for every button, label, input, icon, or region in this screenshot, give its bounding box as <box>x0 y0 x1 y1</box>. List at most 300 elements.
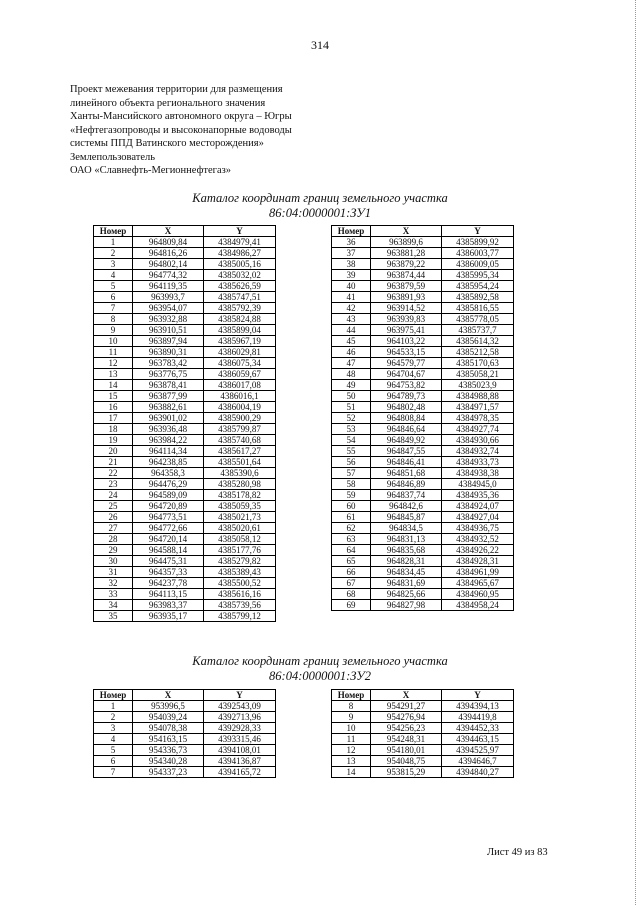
table-row <box>94 578 276 589</box>
y-coordinate-cell: 4384924,07 <box>442 501 514 512</box>
table-row <box>332 380 514 391</box>
table-row <box>332 723 514 734</box>
table-header-row <box>332 226 514 237</box>
point-number-cell: 28 <box>94 534 133 545</box>
y-coordinate-cell: 4385170,63 <box>442 358 514 369</box>
table-row <box>332 745 514 756</box>
table-row <box>332 292 514 303</box>
table-row <box>94 534 276 545</box>
table-row <box>332 413 514 424</box>
x-coordinate-cell: 964774,32 <box>133 270 204 281</box>
header-y: Y <box>204 226 276 237</box>
x-coordinate-cell: 964851,68 <box>371 468 442 479</box>
x-coordinate-cell: 964773,51 <box>133 512 204 523</box>
point-number-cell: 13 <box>332 756 371 767</box>
x-coordinate-cell: 964816,26 <box>133 248 204 259</box>
point-number-cell: 18 <box>94 424 133 435</box>
table-row <box>94 457 276 468</box>
x-coordinate-cell: 963897,94 <box>133 336 204 347</box>
table-row <box>94 600 276 611</box>
y-coordinate-cell: 4392713,96 <box>204 712 276 723</box>
y-coordinate-cell: 4385967,19 <box>204 336 276 347</box>
x-coordinate-cell: 963932,88 <box>133 314 204 325</box>
x-coordinate-cell: 964842,6 <box>371 501 442 512</box>
catalog1-left-table <box>93 225 276 622</box>
y-coordinate-cell: 4386003,77 <box>442 248 514 259</box>
y-coordinate-cell: 4385177,76 <box>204 545 276 556</box>
x-coordinate-cell: 954291,27 <box>371 701 442 712</box>
x-coordinate-cell: 953996,5 <box>133 701 204 712</box>
x-coordinate-cell: 954048,75 <box>371 756 442 767</box>
y-coordinate-cell: 4392928,33 <box>204 723 276 734</box>
x-coordinate-cell: 964849,92 <box>371 435 442 446</box>
header-x: X <box>133 226 204 237</box>
y-coordinate-cell: 4385389,43 <box>204 567 276 578</box>
point-number-cell: 1 <box>94 701 133 712</box>
x-coordinate-cell: 963879,59 <box>371 281 442 292</box>
x-coordinate-cell: 964720,89 <box>133 501 204 512</box>
point-number-cell: 46 <box>332 347 371 358</box>
point-number-cell: 8 <box>94 314 133 325</box>
x-coordinate-cell: 964533,15 <box>371 347 442 358</box>
y-coordinate-cell: 4385778,05 <box>442 314 514 325</box>
y-coordinate-cell: 4385501,64 <box>204 457 276 468</box>
table-row <box>332 534 514 545</box>
y-coordinate-cell: 4384986,27 <box>204 248 276 259</box>
point-number-cell: 19 <box>94 435 133 446</box>
point-number-cell: 26 <box>94 512 133 523</box>
x-coordinate-cell: 954248,31 <box>371 734 442 745</box>
point-number-cell: 27 <box>94 523 133 534</box>
x-coordinate-cell: 964834,45 <box>371 567 442 578</box>
y-coordinate-cell: 4386009,05 <box>442 259 514 270</box>
x-coordinate-cell: 964825,66 <box>371 589 442 600</box>
y-coordinate-cell: 4386017,08 <box>204 380 276 391</box>
point-number-cell: 12 <box>332 745 371 756</box>
table-row <box>332 402 514 413</box>
table-header-row <box>332 690 514 701</box>
table-row <box>332 259 514 270</box>
table-row <box>332 237 514 248</box>
table-row <box>94 303 276 314</box>
table-row <box>94 468 276 479</box>
table-row <box>332 336 514 347</box>
point-number-cell: 8 <box>332 701 371 712</box>
point-number-cell: 14 <box>332 767 371 778</box>
header-line: «Нефтегазопроводы и высоконапорные водоводы <box>70 124 292 136</box>
table-row <box>332 479 514 490</box>
catalog1-title <box>0 191 640 221</box>
table-row <box>94 567 276 578</box>
catalog2-right-table <box>331 689 514 778</box>
point-number-cell: 6 <box>94 756 133 767</box>
y-coordinate-cell: 4394165,72 <box>204 767 276 778</box>
x-coordinate-cell: 964846,41 <box>371 457 442 468</box>
table-row <box>332 281 514 292</box>
point-number-cell: 68 <box>332 589 371 600</box>
header-x: X <box>371 226 442 237</box>
x-coordinate-cell: 964238,85 <box>133 457 204 468</box>
y-coordinate-cell: 4385954,24 <box>442 281 514 292</box>
point-number-cell: 9 <box>94 325 133 336</box>
x-coordinate-cell: 954163,15 <box>133 734 204 745</box>
table-row <box>332 314 514 325</box>
table-header-row <box>94 690 276 701</box>
x-coordinate-cell: 963936,48 <box>133 424 204 435</box>
point-number-cell: 5 <box>94 745 133 756</box>
y-coordinate-cell: 4385739,56 <box>204 600 276 611</box>
table-row <box>332 578 514 589</box>
point-number-cell: 66 <box>332 567 371 578</box>
x-coordinate-cell: 963914,52 <box>371 303 442 314</box>
x-coordinate-cell: 964845,87 <box>371 512 442 523</box>
table-row <box>332 325 514 336</box>
point-number-cell: 65 <box>332 556 371 567</box>
point-number-cell: 10 <box>94 336 133 347</box>
x-coordinate-cell: 964114,34 <box>133 446 204 457</box>
y-coordinate-cell: 4385737,7 <box>442 325 514 336</box>
table-row <box>94 767 276 778</box>
table-row <box>94 512 276 523</box>
point-number-cell: 22 <box>94 468 133 479</box>
header-number: Номер <box>94 690 133 701</box>
header-y: Y <box>204 690 276 701</box>
point-number-cell: 11 <box>94 347 133 358</box>
x-coordinate-cell: 963878,41 <box>133 380 204 391</box>
y-coordinate-cell: 4392543,09 <box>204 701 276 712</box>
table-row <box>94 281 276 292</box>
y-coordinate-cell: 4394108,01 <box>204 745 276 756</box>
header-line: Ханты-Мансийского автономного округа – Югры <box>70 111 292 122</box>
y-coordinate-cell: 4394840,27 <box>442 767 514 778</box>
table-row <box>332 523 514 534</box>
x-coordinate-cell: 963993,7 <box>133 292 204 303</box>
x-coordinate-cell: 963879,22 <box>371 259 442 270</box>
point-number-cell: 34 <box>94 600 133 611</box>
x-coordinate-cell: 954180,01 <box>371 745 442 756</box>
x-coordinate-cell: 963890,31 <box>133 347 204 358</box>
point-number-cell: 21 <box>94 457 133 468</box>
y-coordinate-cell: 4384927,04 <box>442 512 514 523</box>
x-coordinate-cell: 964704,67 <box>371 369 442 380</box>
y-coordinate-cell: 4384958,24 <box>442 600 514 611</box>
table-row <box>94 259 276 270</box>
point-number-cell: 55 <box>332 446 371 457</box>
x-coordinate-cell: 964808,84 <box>371 413 442 424</box>
table-row <box>94 556 276 567</box>
y-coordinate-cell: 4384932,74 <box>442 446 514 457</box>
y-coordinate-cell: 4386075,34 <box>204 358 276 369</box>
y-coordinate-cell: 4385279,82 <box>204 556 276 567</box>
x-coordinate-cell: 964103,22 <box>371 336 442 347</box>
y-coordinate-cell: 4386004,19 <box>204 402 276 413</box>
x-coordinate-cell: 964827,98 <box>371 600 442 611</box>
point-number-cell: 58 <box>332 479 371 490</box>
point-number-cell: 37 <box>332 248 371 259</box>
table-row <box>332 490 514 501</box>
x-coordinate-cell: 964772,66 <box>133 523 204 534</box>
table-row <box>94 413 276 424</box>
table-row <box>332 600 514 611</box>
table-row <box>332 545 514 556</box>
point-number-cell: 45 <box>332 336 371 347</box>
table-row <box>332 701 514 712</box>
header-y: Y <box>442 226 514 237</box>
y-coordinate-cell: 4385899,92 <box>442 237 514 248</box>
header-number: Номер <box>332 226 371 237</box>
table-row <box>94 756 276 767</box>
y-coordinate-cell: 4384965,67 <box>442 578 514 589</box>
table-row <box>94 501 276 512</box>
table-row <box>332 347 514 358</box>
point-number-cell: 42 <box>332 303 371 314</box>
x-coordinate-cell: 963984,22 <box>133 435 204 446</box>
point-number-cell: 52 <box>332 413 371 424</box>
y-coordinate-cell: 4385021,73 <box>204 512 276 523</box>
table-row <box>332 512 514 523</box>
table-row <box>332 424 514 435</box>
header-number: Номер <box>94 226 133 237</box>
x-coordinate-cell: 963881,28 <box>371 248 442 259</box>
point-number-cell: 56 <box>332 457 371 468</box>
point-number-cell: 3 <box>94 259 133 270</box>
y-coordinate-cell: 4385816,55 <box>442 303 514 314</box>
y-coordinate-cell: 4394525,97 <box>442 745 514 756</box>
catalog2-title-line1: Каталог координат границ земельного участка <box>192 654 448 668</box>
y-coordinate-cell: 4385212,58 <box>442 347 514 358</box>
point-number-cell: 2 <box>94 712 133 723</box>
table-row <box>94 734 276 745</box>
point-number-cell: 2 <box>94 248 133 259</box>
table-row <box>332 767 514 778</box>
table-row <box>332 556 514 567</box>
x-coordinate-cell: 964835,68 <box>371 545 442 556</box>
y-coordinate-cell: 4384928,31 <box>442 556 514 567</box>
y-coordinate-cell: 4394646,7 <box>442 756 514 767</box>
table-row <box>332 391 514 402</box>
point-number-cell: 54 <box>332 435 371 446</box>
point-number-cell: 7 <box>94 767 133 778</box>
point-number-cell: 4 <box>94 270 133 281</box>
table-row <box>94 545 276 556</box>
table-row <box>332 435 514 446</box>
y-coordinate-cell: 4394419,8 <box>442 712 514 723</box>
y-coordinate-cell: 4385792,39 <box>204 303 276 314</box>
point-number-cell: 50 <box>332 391 371 402</box>
y-coordinate-cell: 4386059,67 <box>204 369 276 380</box>
x-coordinate-cell: 963882,61 <box>133 402 204 413</box>
table-row <box>332 270 514 281</box>
table-row <box>94 292 276 303</box>
point-number-cell: 32 <box>94 578 133 589</box>
point-number-cell: 12 <box>94 358 133 369</box>
table-row <box>94 523 276 534</box>
y-coordinate-cell: 4385058,21 <box>442 369 514 380</box>
table-row <box>332 248 514 259</box>
x-coordinate-cell: 964847,55 <box>371 446 442 457</box>
y-coordinate-cell: 4385280,98 <box>204 479 276 490</box>
point-number-cell: 30 <box>94 556 133 567</box>
table-row <box>94 237 276 248</box>
point-number-cell: 11 <box>332 734 371 745</box>
x-coordinate-cell: 963939,83 <box>371 314 442 325</box>
table-header-row <box>94 226 276 237</box>
x-coordinate-cell: 964831,13 <box>371 534 442 545</box>
table-row <box>94 358 276 369</box>
point-number-cell: 25 <box>94 501 133 512</box>
x-coordinate-cell: 964357,33 <box>133 567 204 578</box>
catalog1-right-table <box>331 225 514 611</box>
point-number-cell: 29 <box>94 545 133 556</box>
table-row <box>332 369 514 380</box>
table-row <box>94 391 276 402</box>
header-number: Номер <box>332 690 371 701</box>
y-coordinate-cell: 4384971,57 <box>442 402 514 413</box>
table-row <box>94 723 276 734</box>
point-number-cell: 44 <box>332 325 371 336</box>
table-row <box>94 336 276 347</box>
point-number-cell: 57 <box>332 468 371 479</box>
catalog1-title-line2: 86:04:0000001:ЗУ1 <box>269 206 371 220</box>
y-coordinate-cell: 4385799,87 <box>204 424 276 435</box>
header-line: линейного объекта регионального значения <box>70 97 266 109</box>
point-number-cell: 15 <box>94 391 133 402</box>
point-number-cell: 36 <box>332 237 371 248</box>
table-row <box>94 347 276 358</box>
point-number-cell: 5 <box>94 281 133 292</box>
table-row <box>94 424 276 435</box>
table-row <box>94 325 276 336</box>
table-row <box>94 611 276 622</box>
header-line: Проект межевания территории для размещения <box>70 84 283 95</box>
point-number-cell: 35 <box>94 611 133 622</box>
point-number-cell: 9 <box>332 712 371 723</box>
y-coordinate-cell: 4384930,66 <box>442 435 514 446</box>
y-coordinate-cell: 4385616,16 <box>204 589 276 600</box>
point-number-cell: 64 <box>332 545 371 556</box>
page-number: 314 <box>311 38 329 52</box>
x-coordinate-cell: 964113,15 <box>133 589 204 600</box>
y-coordinate-cell: 4385005,16 <box>204 259 276 270</box>
point-number-cell: 43 <box>332 314 371 325</box>
header-line: системы ППД Ватинского месторождения» <box>70 138 264 149</box>
y-coordinate-cell: 4385747,51 <box>204 292 276 303</box>
y-coordinate-cell: 4385500,52 <box>204 578 276 589</box>
x-coordinate-cell: 963891,93 <box>371 292 442 303</box>
x-coordinate-cell: 963901,02 <box>133 413 204 424</box>
table-row <box>94 479 276 490</box>
y-coordinate-cell: 4385032,02 <box>204 270 276 281</box>
table-row <box>94 270 276 281</box>
y-coordinate-cell: 4384978,35 <box>442 413 514 424</box>
point-number-cell: 16 <box>94 402 133 413</box>
y-coordinate-cell: 4384938,38 <box>442 468 514 479</box>
point-number-cell: 69 <box>332 600 371 611</box>
page-edge-line <box>634 0 636 905</box>
point-number-cell: 51 <box>332 402 371 413</box>
x-coordinate-cell: 954336,73 <box>133 745 204 756</box>
header-x: X <box>133 690 204 701</box>
x-coordinate-cell: 964828,31 <box>371 556 442 567</box>
table-row <box>332 712 514 723</box>
header-x: X <box>371 690 442 701</box>
table-row <box>332 567 514 578</box>
catalog1-title-line1: Каталог координат границ земельного участка <box>192 191 448 205</box>
table-row <box>332 468 514 479</box>
point-number-cell: 13 <box>94 369 133 380</box>
x-coordinate-cell: 954256,23 <box>371 723 442 734</box>
x-coordinate-cell: 963899,6 <box>371 237 442 248</box>
y-coordinate-cell: 4394463,15 <box>442 734 514 745</box>
y-coordinate-cell: 4384960,95 <box>442 589 514 600</box>
document-header <box>70 83 292 178</box>
y-coordinate-cell: 4385178,82 <box>204 490 276 501</box>
point-number-cell: 24 <box>94 490 133 501</box>
table-row <box>332 446 514 457</box>
y-coordinate-cell: 4385020,61 <box>204 523 276 534</box>
y-coordinate-cell: 4385892,58 <box>442 292 514 303</box>
y-coordinate-cell: 4385023,9 <box>442 380 514 391</box>
point-number-cell: 48 <box>332 369 371 380</box>
y-coordinate-cell: 4393315,46 <box>204 734 276 745</box>
y-coordinate-cell: 4384988,88 <box>442 391 514 402</box>
catalog2-title <box>0 654 640 684</box>
x-coordinate-cell: 964589,09 <box>133 490 204 501</box>
x-coordinate-cell: 963874,44 <box>371 270 442 281</box>
table-row <box>332 501 514 512</box>
point-number-cell: 62 <box>332 523 371 534</box>
point-number-cell: 23 <box>94 479 133 490</box>
point-number-cell: 63 <box>332 534 371 545</box>
x-coordinate-cell: 963776,75 <box>133 369 204 380</box>
table-row <box>332 734 514 745</box>
x-coordinate-cell: 964834,5 <box>371 523 442 534</box>
y-coordinate-cell: 4394394,13 <box>442 701 514 712</box>
x-coordinate-cell: 964809,84 <box>133 237 204 248</box>
table-row <box>94 380 276 391</box>
y-coordinate-cell: 4394136,87 <box>204 756 276 767</box>
table-row <box>332 457 514 468</box>
point-number-cell: 7 <box>94 303 133 314</box>
x-coordinate-cell: 964837,74 <box>371 490 442 501</box>
x-coordinate-cell: 964476,29 <box>133 479 204 490</box>
point-number-cell: 20 <box>94 446 133 457</box>
table-row <box>332 589 514 600</box>
y-coordinate-cell: 4384945,0 <box>442 479 514 490</box>
y-coordinate-cell: 4384933,73 <box>442 457 514 468</box>
y-coordinate-cell: 4384927,74 <box>442 424 514 435</box>
point-number-cell: 47 <box>332 358 371 369</box>
point-number-cell: 49 <box>332 380 371 391</box>
x-coordinate-cell: 964237,78 <box>133 578 204 589</box>
point-number-cell: 1 <box>94 237 133 248</box>
x-coordinate-cell: 964579,77 <box>371 358 442 369</box>
x-coordinate-cell: 963877,99 <box>133 391 204 402</box>
point-number-cell: 39 <box>332 270 371 281</box>
x-coordinate-cell: 963983,37 <box>133 600 204 611</box>
x-coordinate-cell: 953815,29 <box>371 767 442 778</box>
table-row <box>332 303 514 314</box>
x-coordinate-cell: 963954,07 <box>133 303 204 314</box>
table-row <box>94 745 276 756</box>
y-coordinate-cell: 4385900,29 <box>204 413 276 424</box>
table-row <box>94 435 276 446</box>
point-number-cell: 10 <box>332 723 371 734</box>
header-line: Землепользователь <box>70 151 156 163</box>
y-coordinate-cell: 4385059,35 <box>204 501 276 512</box>
x-coordinate-cell: 964475,31 <box>133 556 204 567</box>
y-coordinate-cell: 4386029,81 <box>204 347 276 358</box>
